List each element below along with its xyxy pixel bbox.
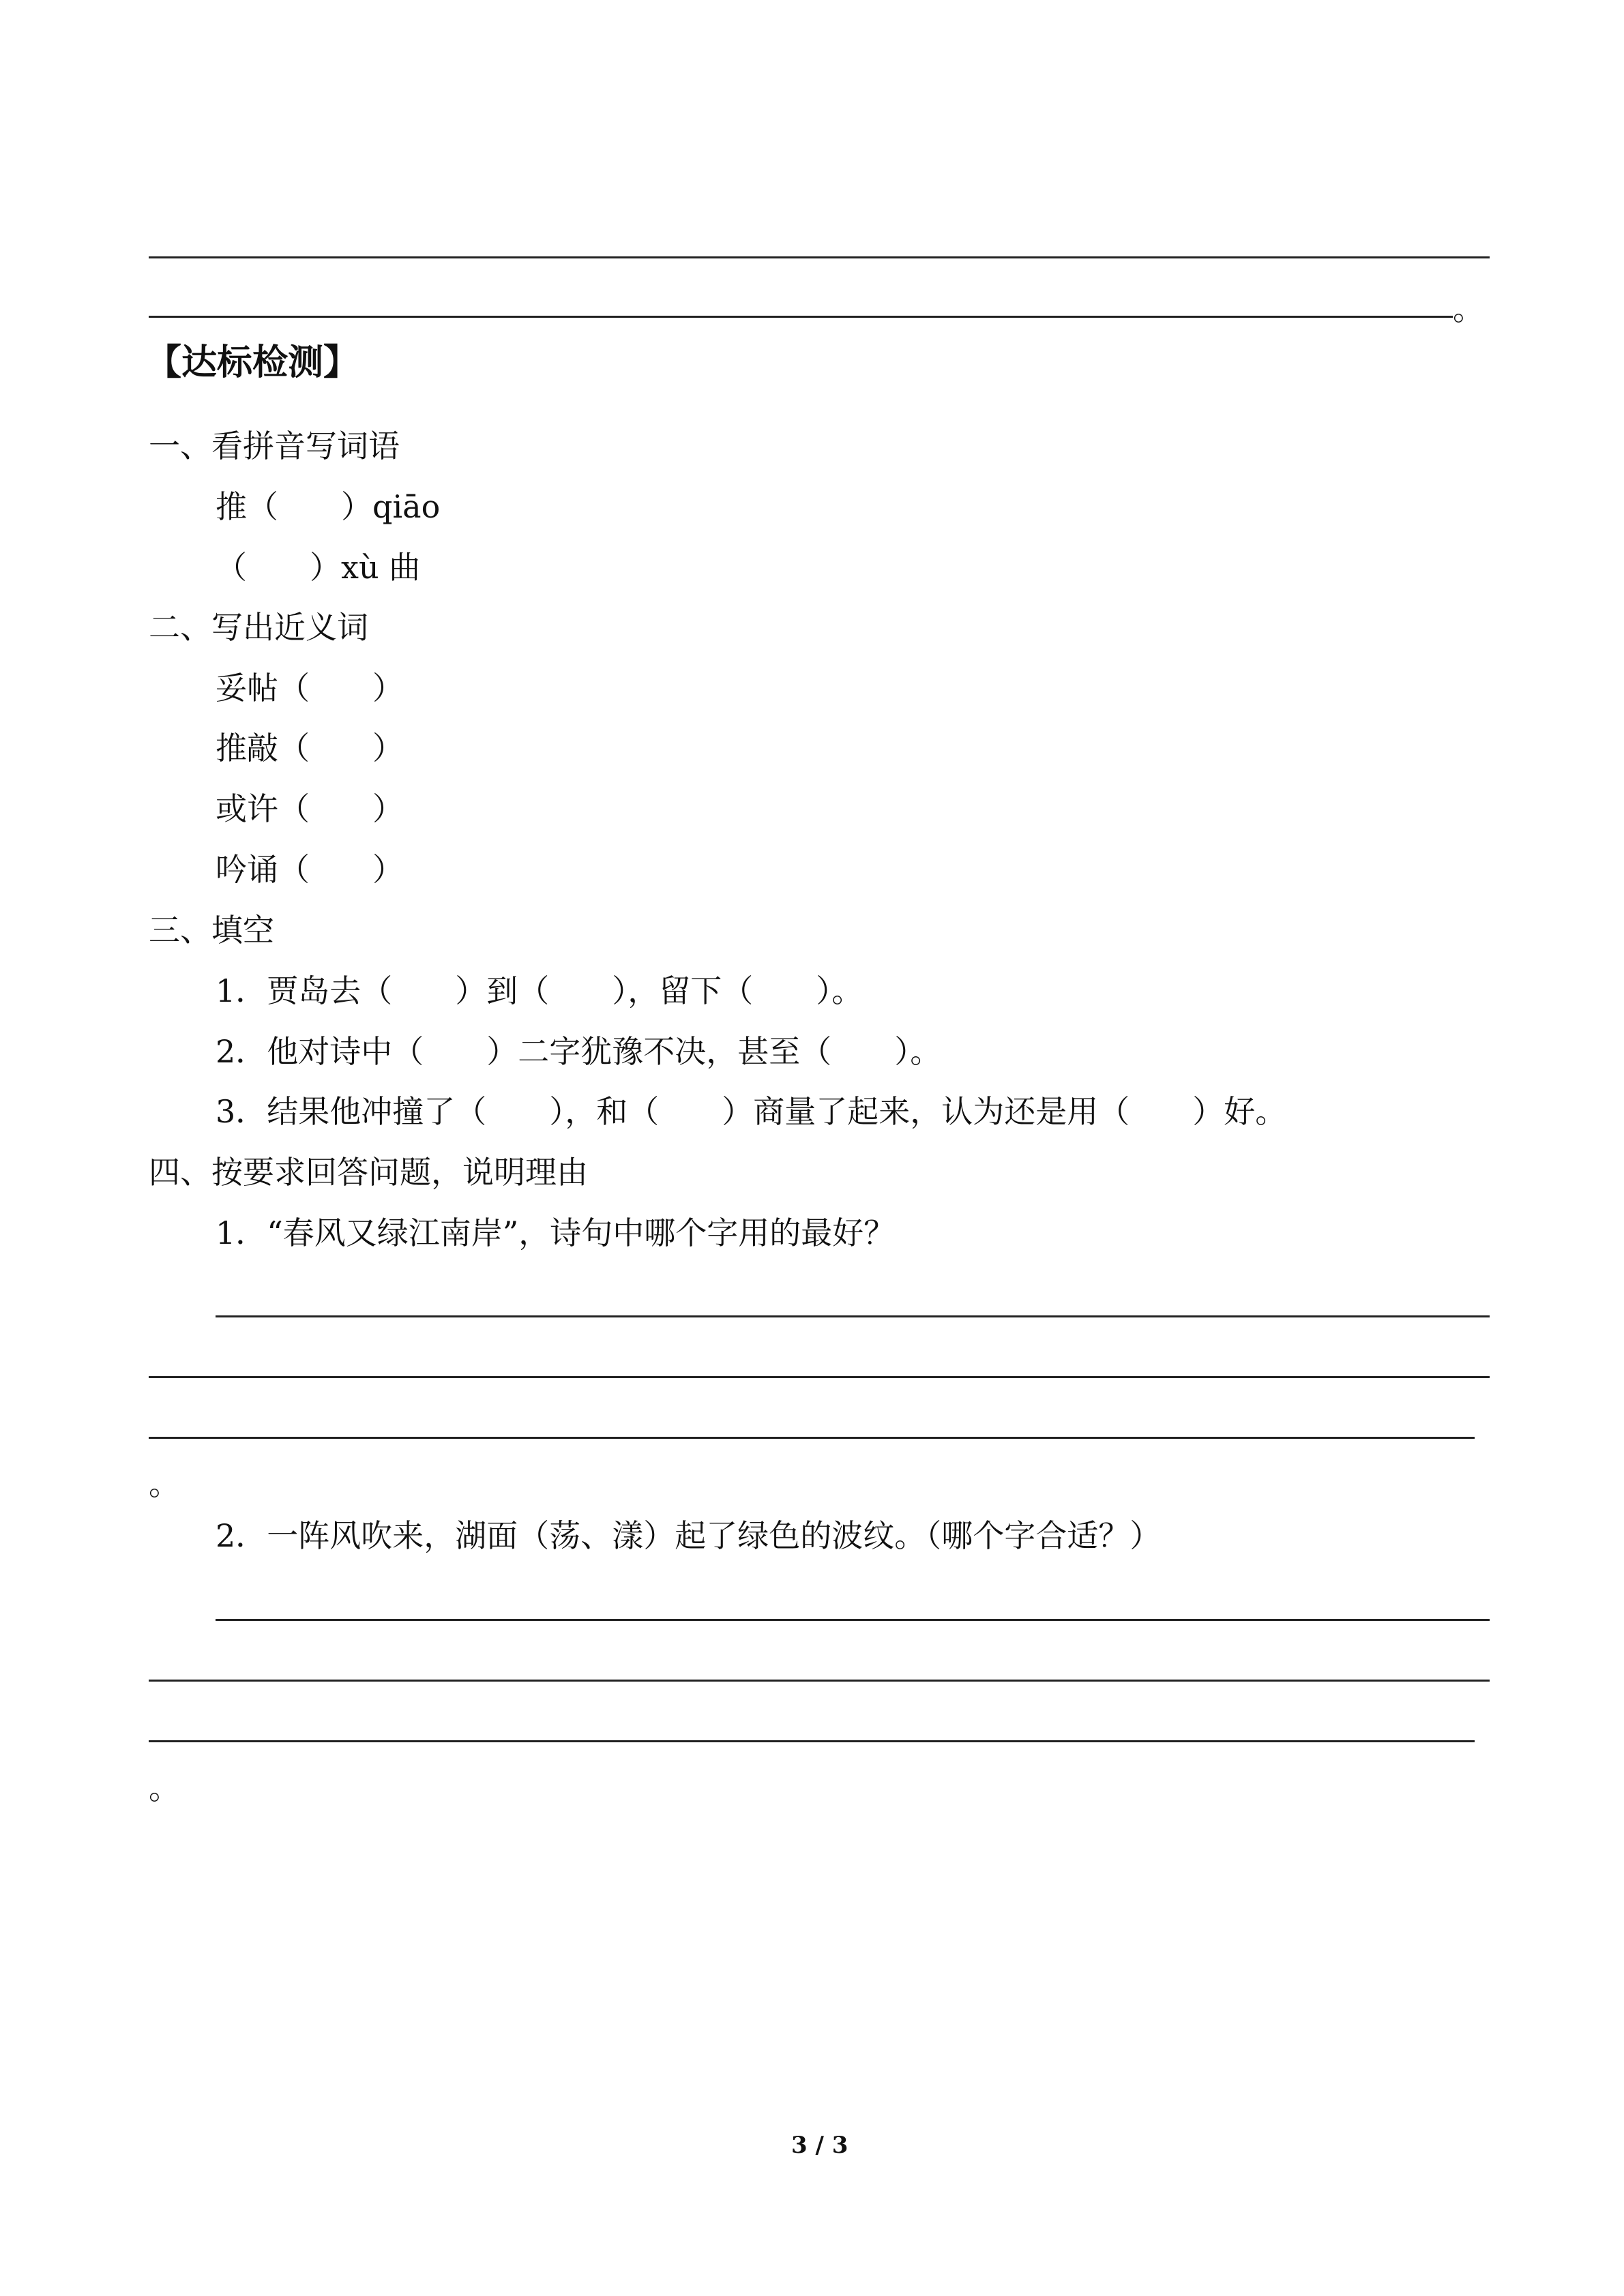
answer-line: [149, 1437, 1475, 1439]
section-title: 【达标检测】: [146, 342, 359, 383]
closing-period: 。: [1453, 290, 1484, 327]
q3-item: 3．结果他冲撞了（ ），和（ ）商量了起来，认为还是用（ ）好。: [216, 1093, 1287, 1130]
page-number: 3 / 3: [791, 2132, 848, 2159]
answer-line: [149, 1376, 1490, 1378]
q4-sub2: 2．一阵风吹来，湖面（荡、漾）起了绿色的波纹。（哪个字合适？）: [216, 1517, 1162, 1554]
q4-sub1: 1．“春风又绿江南岸”，诗句中哪个字用的最好？: [216, 1214, 896, 1251]
q2-item: 或许（ ）: [216, 790, 404, 827]
closing-period: 。: [149, 1465, 180, 1502]
q2-heading: 二、写出近义词: [149, 609, 368, 646]
q3-heading: 三、填空: [149, 912, 274, 949]
closing-period: 。: [149, 1770, 180, 1806]
q1-item: 推（ ）qiāo: [216, 488, 441, 525]
answer-line: [149, 1680, 1490, 1682]
q1-heading: 一、看拼音写词语: [149, 428, 400, 464]
answer-line: [216, 1315, 1490, 1317]
answer-line: [216, 1619, 1490, 1621]
q2-item: 妥帖（ ）: [216, 670, 404, 706]
q3-item: 1．贾岛去（ ）到（ ），留下（ ）。: [216, 972, 863, 1009]
q2-item: 吟诵（ ）: [216, 851, 404, 888]
answer-line: [149, 316, 1453, 318]
q3-item: 2．他对诗中（ ）二字犹豫不决，甚至（ ）。: [216, 1033, 942, 1070]
q4-heading: 四、按要求回答问题，说明理由: [149, 1154, 588, 1191]
q2-item: 推敲（ ）: [216, 730, 404, 766]
answer-line: [149, 1740, 1475, 1742]
answer-line: [149, 256, 1490, 258]
q1-item: （ ）xù 曲: [216, 549, 421, 586]
